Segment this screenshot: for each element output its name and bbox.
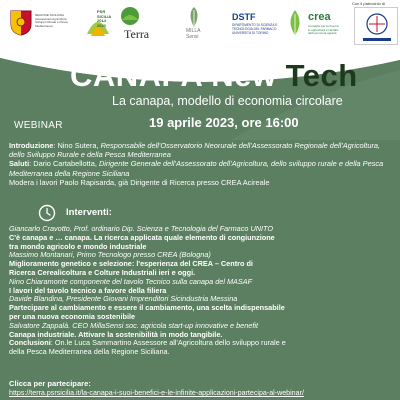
speaker-line: Massimo Montanari, Primo Tecnologo presso CREA (Bologna) xyxy=(9,250,211,260)
speaker-line: Davide Blandina, Presidente Giovani Imprenditori Sicindustria Messina xyxy=(9,294,238,304)
speaker-line: Salvatore Zappalà. CEO MillaSensi soc. agricola start-up innovative e benefit xyxy=(9,320,259,330)
regione-siciliana-logo xyxy=(10,10,32,36)
clock-icon xyxy=(38,204,56,222)
conclusioni-label: Conclusioni xyxy=(9,338,51,348)
talk-line: I lavori del tavolo tecnico a favore della filiera xyxy=(9,285,167,295)
webinar-link[interactable]: https://terra.psrsicilia.it/la-canapa-i-suoi-benefici-e-le-infinite-applicazioni-partecipa-al-webinar/ xyxy=(9,389,304,397)
patrocinio-emblem-icon xyxy=(355,8,399,46)
speaker-line: Giancarlo Cravotto, Prof. ordinario Dip. Scienza e Tecnologia del Farmaco UNITO xyxy=(9,224,274,233)
talk-line: Miglioramento genetico e selezione: l'esperienza del CREA – Centro di xyxy=(9,259,253,269)
millasensi-logo xyxy=(186,6,202,28)
patrocinio-logo-box xyxy=(354,7,398,45)
regione-siciliana-text: REGIONE SICILIANA Assessorato Agricoltura Sviluppo Rurale e Pesca Mediterranea xyxy=(35,13,68,28)
dstf-text: DIPARTIMENTO DI SCIENZA E TECNOLOGIA DEL FARMACO UNIVERSITÀ DI TORINO xyxy=(232,23,278,35)
modera-paragraph: Modera i lavori Paolo Rapisarda, già Dirigente di Ricerca presso CREA Acireale xyxy=(9,177,270,187)
talk-line: Canapa industriale. Attivare la sostenibilità in modo tangibile. xyxy=(9,329,223,339)
logo-bar xyxy=(0,0,400,50)
introduzione-name: : Nino Sutera, xyxy=(53,141,101,150)
introduzione-role: Responsabile dell'Osservatorio Neorurale dell'Assessorato Regionale dell'Agricoltura, dello Sviluppo Rurale e della Pesca Mediterranea xyxy=(9,141,381,160)
dstf-title: DSTF xyxy=(232,12,256,22)
talk-line: per una nuova economia sostenibile xyxy=(9,311,136,321)
saluti-role: Dirigente Generale dell'Assessorato dell'Agricoltura, dello sviluppo rurale e della Pesca Mediterranea della Regione Siciliana xyxy=(9,159,384,178)
crea-title: crea xyxy=(308,11,331,23)
participate-label: Clicca per partecipare: xyxy=(9,379,91,388)
page-subtitle: La canapa, modello di economia circolare xyxy=(112,94,343,108)
saluti-paragraph xyxy=(9,159,393,177)
talk-line: tra mondo agricolo e mondo industriale xyxy=(9,241,147,251)
patrocinio-label: Con il patrocinio di xyxy=(352,1,385,6)
page-title xyxy=(70,58,358,94)
saluti-name: : Dario Cartabellotta, xyxy=(29,159,99,169)
title-accent: Tech xyxy=(285,58,358,93)
speakers-list xyxy=(9,225,395,357)
millasensi-text: MILLA Sensi xyxy=(186,28,201,40)
event-date: 19 aprile 2023, ore 16:00 xyxy=(149,115,299,130)
intro-block xyxy=(9,141,393,187)
introduzione-label: Introduzione xyxy=(9,141,54,150)
talk-line: Ricerca Cerealicoltura e Colture Industriali ieri e oggi. xyxy=(9,267,196,277)
talk-line: Partecipare al cambiamento e essere il cambiamento, una scelta indispensabile xyxy=(9,303,285,313)
conclusioni-line-2: della Pesca Mediterranea della Regione Siciliana. xyxy=(9,347,170,357)
talk-line: C'è canapa e … canapa. La ricerca applicata quale elemento di congiunzione xyxy=(9,232,275,242)
terra-text: Terra xyxy=(124,27,150,41)
crea-text: Consiglio per la ricerca in agricoltura e l'analisi dell'economia agraria xyxy=(308,24,339,36)
introduzione-paragraph xyxy=(9,141,393,159)
title-main: CANAPA New xyxy=(70,58,286,93)
saluti-label: Saluti xyxy=(9,159,30,169)
conclusioni-text: : On.le Luca Sammartino Assessore all'Agricoltura dello sviluppo rurale e xyxy=(50,338,286,348)
webinar-label: WEBINAR xyxy=(14,120,63,131)
speaker-line: Nino Chiaramonte componente del tavolo Tecnico sulla canapa del MASAF xyxy=(9,276,253,286)
crea-leaf-icon xyxy=(286,8,304,36)
interventi-heading: Interventi: xyxy=(66,207,112,218)
psr-text: PSR SICILIA 2014 2020 xyxy=(97,9,112,28)
